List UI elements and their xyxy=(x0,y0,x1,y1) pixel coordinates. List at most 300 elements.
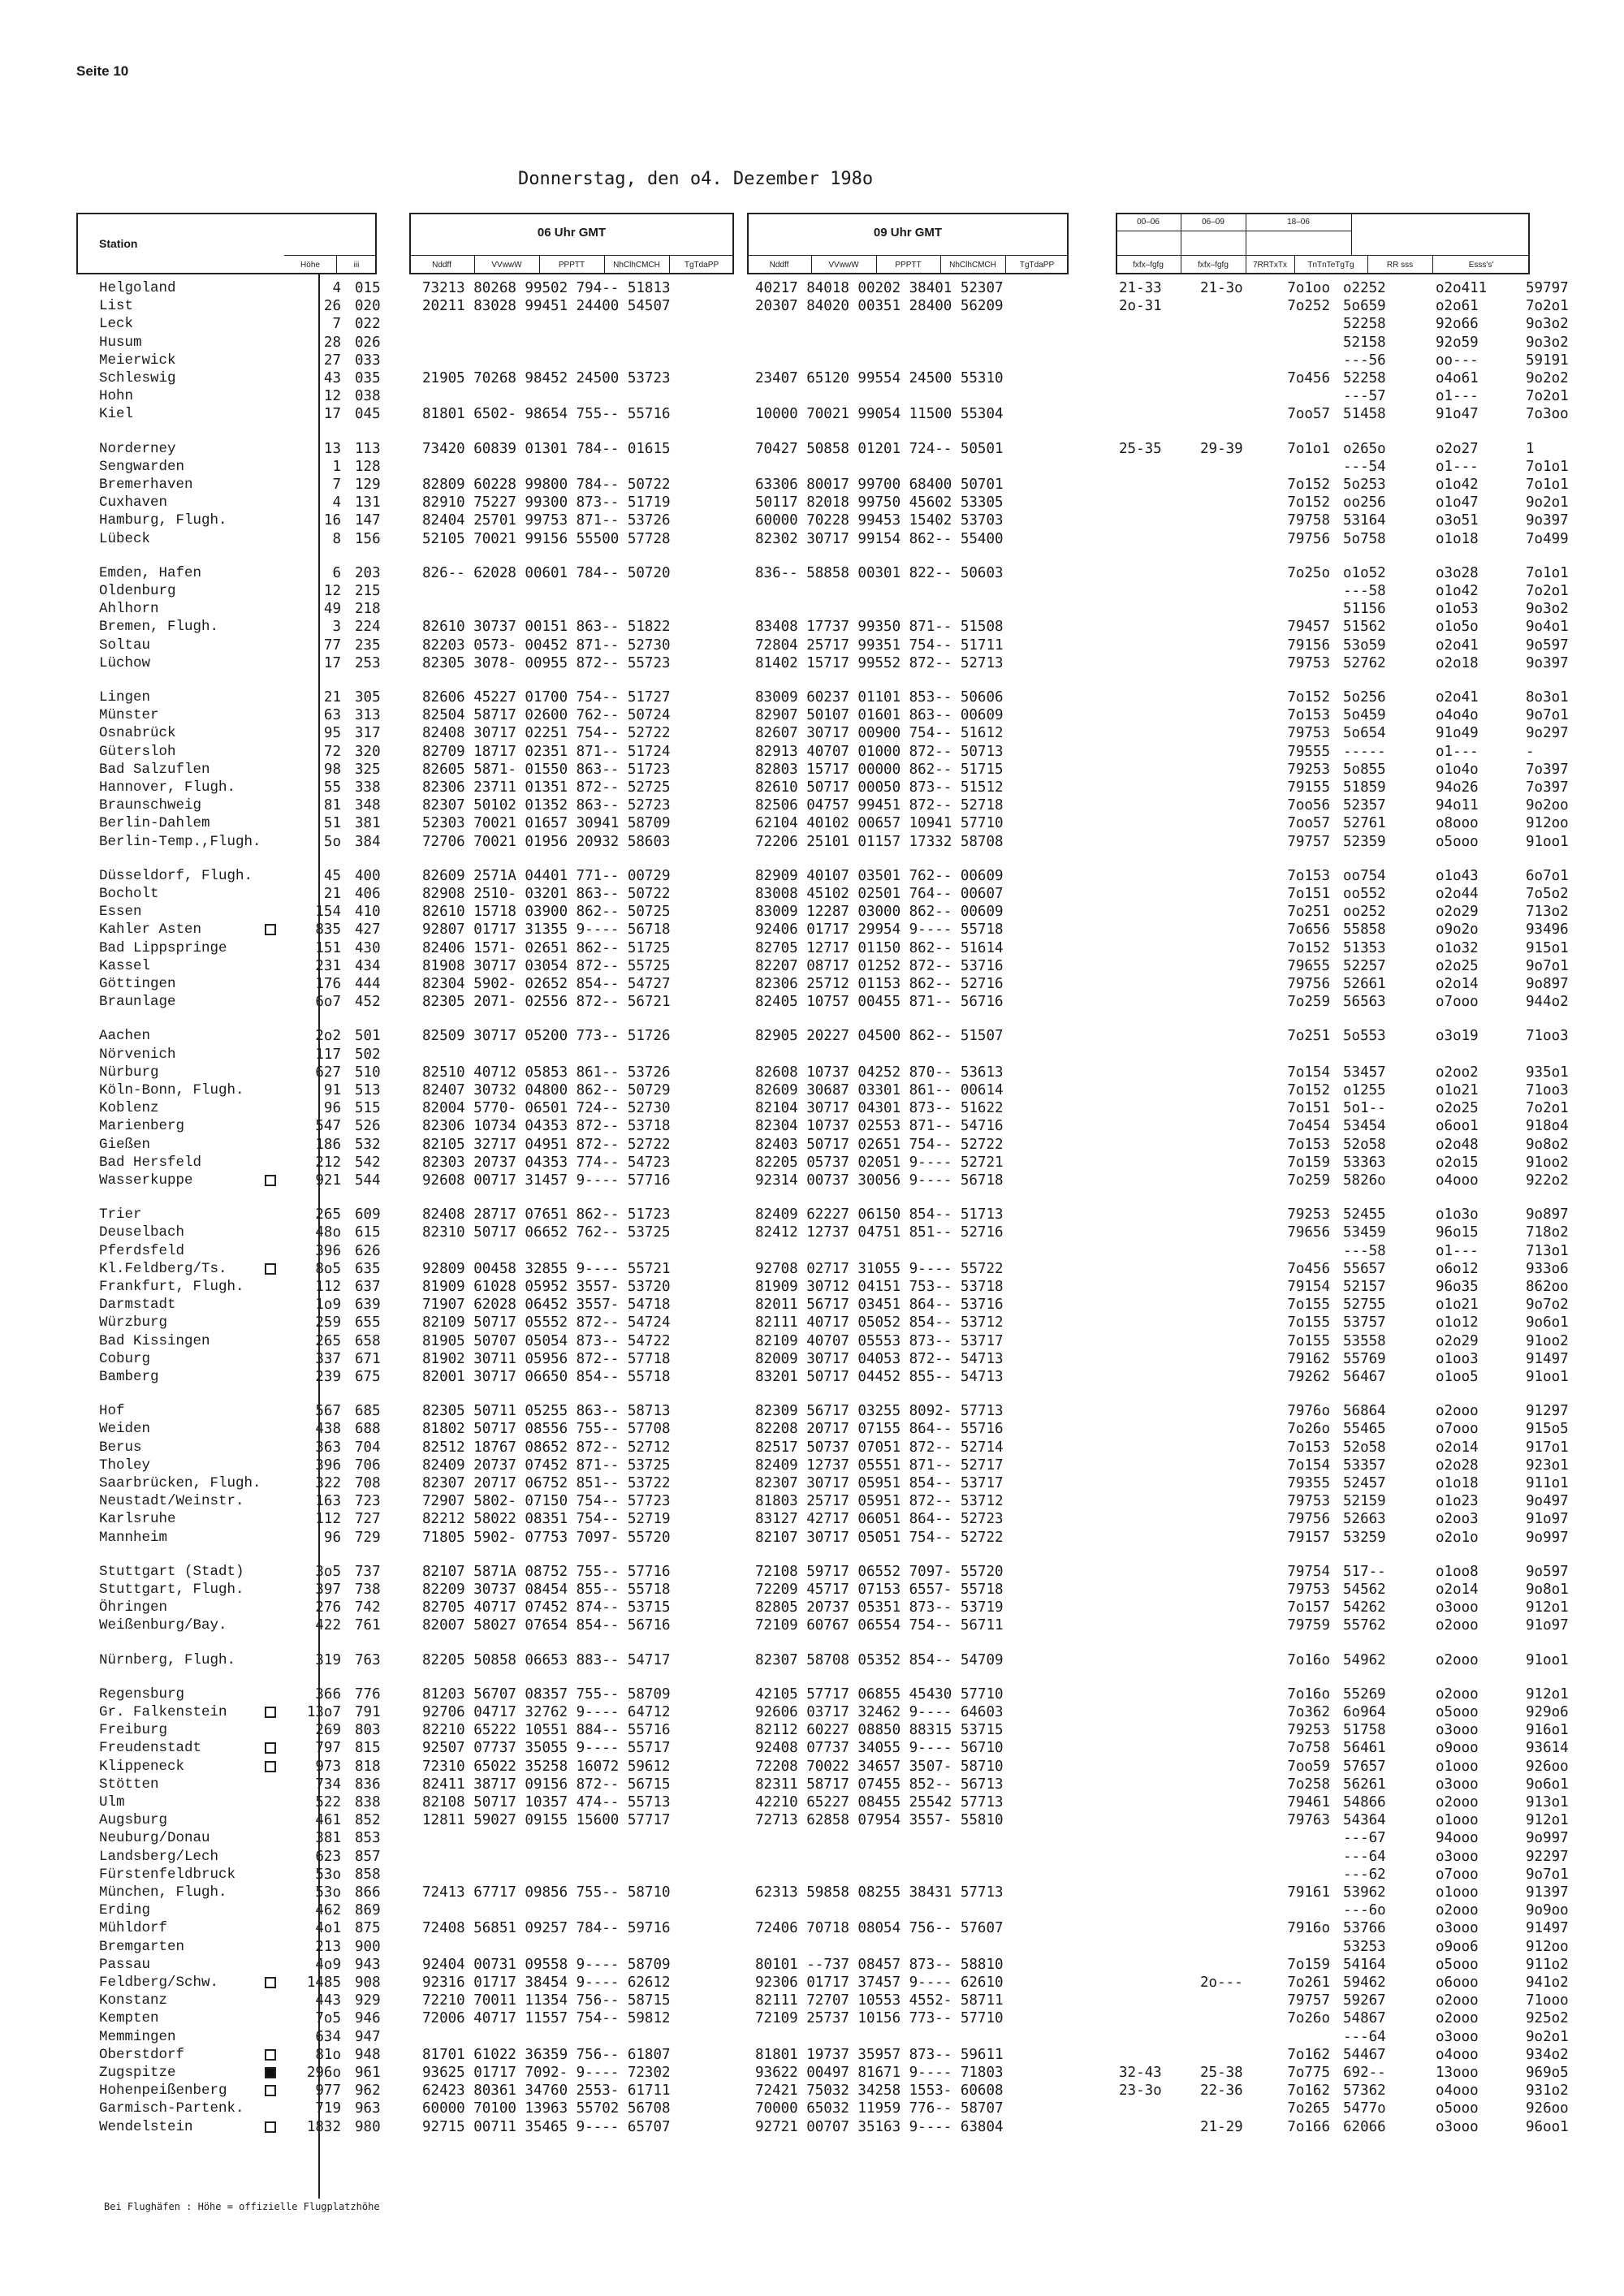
header-sub-5: RR sss xyxy=(1386,260,1414,270)
obs-09: 92314 00737 30056 9---- 56718 xyxy=(755,1172,1004,1189)
snow-group: o3o28 xyxy=(1436,564,1479,581)
gust-06-09: 21-29 xyxy=(1200,2118,1243,2135)
station-hoehe: 7 xyxy=(332,477,341,493)
obs-09: 72209 45717 07153 6557- 55718 xyxy=(755,1582,1004,1598)
snow-group: o8ooo xyxy=(1436,815,1479,832)
ground-group: 9o9oo xyxy=(1526,1902,1569,1919)
station-iii: 313 xyxy=(355,707,381,724)
temp-group: 7o166 xyxy=(1287,2118,1330,2135)
station-hoehe: 396 xyxy=(315,1457,341,1474)
precip-group: ---57 xyxy=(1343,388,1386,405)
temp-group: 79759 xyxy=(1287,1617,1330,1634)
snow-group: o1o42 xyxy=(1436,477,1479,493)
station-name: Marienberg xyxy=(99,1118,185,1135)
station-name: Regensburg xyxy=(99,1685,185,1703)
station-hoehe: 296o xyxy=(306,2065,341,2081)
obs-06: 82001 30717 06650 854-- 55718 xyxy=(422,1369,671,1385)
station-hoehe: 95 xyxy=(323,725,341,742)
ground-group: 923o1 xyxy=(1526,1457,1569,1474)
mountain-station-marker-icon xyxy=(265,2067,276,2078)
snow-group: o2oo3 xyxy=(1436,1511,1479,1528)
ground-group: 944o2 xyxy=(1526,994,1569,1011)
station-iii: 858 xyxy=(355,1866,381,1883)
obs-06: 92706 04717 32762 9---- 64712 xyxy=(422,1704,671,1720)
snow-group: o1ooo xyxy=(1436,1812,1479,1829)
ground-group: 9o597 xyxy=(1526,1563,1569,1580)
ground-group: 913o1 xyxy=(1526,1794,1569,1810)
obs-09: 82705 12717 01150 862-- 51614 xyxy=(755,939,1004,956)
snow-group: o9oo6 xyxy=(1436,1938,1479,1955)
snow-group: o2ooo xyxy=(1436,1403,1479,1420)
table-row xyxy=(76,1099,1569,1117)
table-row xyxy=(76,279,1569,297)
obs-09: 92721 00707 35163 9---- 63804 xyxy=(755,2118,1004,2135)
temp-group: 7oo57 xyxy=(1287,406,1330,423)
station-name: Berlin-Dahlem xyxy=(99,815,210,832)
ground-group: 969o5 xyxy=(1526,2065,1569,2081)
table-row xyxy=(76,1866,1569,1884)
station-name: Gütersloh xyxy=(99,743,176,760)
obs-06: 73420 60839 01301 784-- 01615 xyxy=(422,440,671,457)
table-row xyxy=(76,618,1569,636)
ground-group: 8o3o1 xyxy=(1526,689,1569,706)
snow-group: o4ooo xyxy=(1436,2082,1479,2100)
station-iii: 803 xyxy=(355,1722,381,1739)
gust-00-06: 32-43 xyxy=(1119,2065,1162,2081)
station-iii: 515 xyxy=(355,1100,381,1117)
obs-06: 82609 2571A 04401 771-- 00729 xyxy=(422,867,671,884)
obs-09: 83008 45102 02501 764-- 00607 xyxy=(755,886,1004,902)
station-hoehe: 43 xyxy=(323,370,341,386)
station-name: Koblenz xyxy=(99,1100,159,1117)
page-number: Seite 10 xyxy=(76,63,129,79)
temp-group: 7916o xyxy=(1287,1920,1330,1937)
snow-group: o1--- xyxy=(1436,743,1479,760)
precip-group: 52158 xyxy=(1343,334,1386,351)
ground-group: 9o4o1 xyxy=(1526,619,1569,636)
temp-group: 7o162 xyxy=(1287,2046,1330,2063)
station-iii: 708 xyxy=(355,1475,381,1491)
obs-06: 81905 50707 05054 873-- 54722 xyxy=(422,1332,671,1349)
obs-09: 62104 40102 00657 10941 57710 xyxy=(755,815,1004,832)
station-hoehe: 522 xyxy=(315,1794,341,1810)
ground-group: 931o2 xyxy=(1526,2082,1569,2100)
station-name: Bad Kissingen xyxy=(99,1332,210,1349)
station-name: Neuburg/Donau xyxy=(99,1830,210,1847)
station-name: Kl.Feldberg/Ts. xyxy=(99,1260,227,1277)
obs-09: 83201 50717 04452 855-- 54713 xyxy=(755,1369,1004,1385)
table-row xyxy=(76,1703,1569,1721)
table-row xyxy=(76,1848,1569,1866)
snow-group: o2o61 xyxy=(1436,298,1479,315)
precip-group: 53558 xyxy=(1343,1332,1386,1349)
precip-group: 53259 xyxy=(1343,1529,1386,1546)
temp-group: 7o162 xyxy=(1287,2082,1330,2100)
station-iii: 020 xyxy=(355,298,381,315)
station-name: Husum xyxy=(99,334,142,351)
station-iii: 836 xyxy=(355,1776,381,1793)
station-hoehe: 461 xyxy=(315,1812,341,1829)
ground-group: 93496 xyxy=(1526,921,1569,939)
station-hoehe: 3o5 xyxy=(315,1563,341,1580)
obs-09: 72406 70718 08054 756-- 57607 xyxy=(755,1920,1004,1937)
ground-group: 91397 xyxy=(1526,1884,1569,1901)
snow-group: o1o3o xyxy=(1436,1206,1479,1224)
ground-group: 71oo3 xyxy=(1526,1028,1569,1045)
temp-group: 79461 xyxy=(1287,1794,1330,1810)
obs-06: 72006 40717 11557 754-- 59812 xyxy=(422,2010,671,2027)
obs-09: 60000 70228 99453 15402 53703 xyxy=(755,512,1004,529)
obs-09: 82111 72707 10553 4552- 58711 xyxy=(755,1992,1004,2009)
precip-group: 52157 xyxy=(1343,1279,1386,1295)
station-name: Oberstdorf xyxy=(99,2046,185,2063)
temp-group: 7o153 xyxy=(1287,707,1330,724)
table-row xyxy=(76,1260,1569,1278)
precip-group: 53766 xyxy=(1343,1920,1386,1937)
precip-group: 57657 xyxy=(1343,1758,1386,1775)
snow-group: o2o48 xyxy=(1436,1136,1479,1153)
temp-group: 7o153 xyxy=(1287,1136,1330,1153)
ground-group: 912o1 xyxy=(1526,1812,1569,1829)
snow-group: o2ooo xyxy=(1436,1794,1479,1810)
ground-group: 916o1 xyxy=(1526,1722,1569,1739)
station-iii: 038 xyxy=(355,388,381,405)
obs-06: 82107 5871A 08752 755-- 57716 xyxy=(422,1563,671,1580)
ground-group: 9o7o2 xyxy=(1526,1297,1569,1314)
obs-09: 10000 70021 99054 11500 55304 xyxy=(755,406,1004,423)
station-hoehe: 53o xyxy=(315,1866,341,1883)
station-name: Freiburg xyxy=(99,1722,168,1739)
station-hoehe: 112 xyxy=(315,1279,341,1295)
station-iii: 113 xyxy=(355,440,381,457)
station-iii: 838 xyxy=(355,1794,381,1810)
precip-group: 59267 xyxy=(1343,1992,1386,2009)
table-row xyxy=(76,939,1569,957)
precip-group: 51758 xyxy=(1343,1722,1386,1739)
table-row xyxy=(76,1599,1569,1616)
obs-06: 82305 2071- 02556 872-- 56721 xyxy=(422,994,671,1011)
temp-group: 7o454 xyxy=(1287,1118,1330,1135)
snow-group: o5ooo xyxy=(1436,1956,1479,1973)
snow-group: o1o43 xyxy=(1436,867,1479,884)
table-row xyxy=(76,1117,1569,1135)
station-name: München, Flugh. xyxy=(99,1884,227,1901)
table-row xyxy=(76,1046,1554,1064)
temp-group: 7o1oo xyxy=(1287,280,1330,296)
station-iii: 869 xyxy=(355,1902,381,1919)
station-name: Feldberg/Schw. xyxy=(99,1974,219,1991)
ground-group: 91497 xyxy=(1526,1920,1569,1937)
ground-group: 912o1 xyxy=(1526,1685,1569,1703)
ground-group: 9o497 xyxy=(1526,1493,1569,1510)
precip-group: 54164 xyxy=(1343,1956,1386,1973)
ground-group: 91497 xyxy=(1526,1350,1569,1367)
precip-group: ---64 xyxy=(1343,1848,1386,1865)
obs-06: 82203 0573- 00452 871-- 52730 xyxy=(422,637,671,654)
obs-09: 92406 01717 29954 9---- 55718 xyxy=(755,921,1004,939)
obs-06: 81203 56707 08357 755-- 58709 xyxy=(422,1685,671,1703)
snow-group: o2o29 xyxy=(1436,1332,1479,1349)
snow-group: o3ooo xyxy=(1436,1722,1479,1739)
precip-group: 53253 xyxy=(1343,1938,1386,1955)
table-row xyxy=(76,1758,1569,1776)
station-iii: 609 xyxy=(355,1206,381,1224)
station-iii: 946 xyxy=(355,2010,381,2027)
obs-06: 52303 70021 01657 30941 58709 xyxy=(422,815,671,832)
table-row xyxy=(76,494,1569,511)
snow-group: o2o411 xyxy=(1436,280,1488,296)
precip-group: 5o253 xyxy=(1343,477,1386,493)
station-name: Kempten xyxy=(99,2010,159,2027)
obs-06: 21905 70268 98452 24500 53723 xyxy=(422,370,671,386)
ground-group: 7o2o1 xyxy=(1526,583,1569,599)
station-iii: 639 xyxy=(355,1297,381,1314)
temp-group: 7o251 xyxy=(1287,1028,1330,1045)
station-hoehe: 5o xyxy=(323,833,341,850)
station-iii: 706 xyxy=(355,1457,381,1474)
station-iii: 015 xyxy=(355,280,381,296)
obs-09: 82307 58708 05352 854-- 54709 xyxy=(755,1651,1004,1668)
ground-group: 7o1o1 xyxy=(1526,458,1569,475)
obs-06: 93625 01717 7092- 9---- 72302 xyxy=(422,2065,671,2081)
obs-09: 82608 10737 04252 870-- 53613 xyxy=(755,1064,1004,1081)
obs-09: 82304 10737 02553 871-- 54716 xyxy=(755,1118,1004,1135)
temp-group: 79758 xyxy=(1287,512,1330,529)
gust-00-06: 2o-31 xyxy=(1119,298,1162,315)
obs-06: 81801 6502- 98654 755-- 55716 xyxy=(422,406,671,423)
station-iii: 035 xyxy=(355,370,381,386)
obs-06: 82709 18717 02351 871-- 51724 xyxy=(422,743,671,760)
station-iii: 776 xyxy=(355,1685,381,1703)
ground-group: 929o6 xyxy=(1526,1704,1569,1720)
obs-06: 82108 50717 10357 474-- 55713 xyxy=(422,1794,671,1810)
obs-06: 82004 5770- 06501 724-- 52730 xyxy=(422,1100,671,1117)
snow-group: o1ooo xyxy=(1436,1884,1479,1901)
table-row xyxy=(76,779,1569,796)
precip-group: 52159 xyxy=(1343,1493,1386,1510)
ground-group: 9o3o2 xyxy=(1526,316,1569,333)
obs-06: 82212 58022 08351 754-- 52719 xyxy=(422,1511,671,1528)
station-name: Stuttgart (Stadt) xyxy=(99,1563,244,1580)
obs-06: 72210 70011 11354 756-- 58715 xyxy=(422,1992,671,2009)
obs-06: 92807 01717 31355 9---- 56718 xyxy=(422,921,671,939)
table-row xyxy=(76,796,1569,814)
station-name: Nürburg xyxy=(99,1064,159,1081)
station-iii: 384 xyxy=(355,833,381,850)
precip-group: 5o256 xyxy=(1343,689,1386,706)
snow-group: o2o28 xyxy=(1436,1457,1479,1474)
station-hoehe: 53o xyxy=(315,1884,341,1901)
header-period-2: 06–09 xyxy=(1202,217,1224,227)
temp-group: 7o16o xyxy=(1287,1651,1330,1668)
temp-group: 79757 xyxy=(1287,1992,1330,2009)
obs-09: 82905 20227 04500 862-- 51507 xyxy=(755,1028,1004,1045)
station-hoehe: 322 xyxy=(315,1475,341,1491)
station-iii: 147 xyxy=(355,512,381,529)
obs-06: 62423 80361 34760 2553- 61711 xyxy=(422,2082,671,2100)
ground-group: 912oo xyxy=(1526,1938,1569,1955)
header-period-3: 18–06 xyxy=(1287,217,1310,227)
station-name: Freudenstadt xyxy=(99,1740,202,1757)
station-name: Nörvenich xyxy=(99,1046,176,1063)
obs-09: 82913 40707 01000 872-- 50713 xyxy=(755,743,1004,760)
station-hoehe: 443 xyxy=(315,1992,341,2009)
precip-group: 692-- xyxy=(1343,2065,1386,2081)
temp-group: 79555 xyxy=(1287,743,1330,760)
snow-group: o2oo2 xyxy=(1436,1064,1479,1081)
snow-group: o2ooo xyxy=(1436,1617,1479,1634)
obs-09: 80101 --737 08457 873-- 58810 xyxy=(755,1956,1004,1973)
header-sub-1: fxfx–fgfg xyxy=(1133,260,1164,270)
precip-group: 54562 xyxy=(1343,1582,1386,1598)
temp-group: 7o159 xyxy=(1287,1956,1330,1973)
table-row xyxy=(76,706,1569,724)
precip-group: 52258 xyxy=(1343,316,1386,333)
obs-09: 836-- 58858 00301 822-- 50603 xyxy=(755,564,1004,581)
snow-group: o1o21 xyxy=(1436,1297,1479,1314)
snow-group: o1oo8 xyxy=(1436,1563,1479,1580)
temp-group: 7o157 xyxy=(1287,1599,1330,1616)
station-iii: 544 xyxy=(355,1172,381,1189)
station-iii: 502 xyxy=(355,1046,381,1063)
precip-group: ---54 xyxy=(1343,458,1386,475)
station-iii: 320 xyxy=(355,743,381,760)
obs-09: 72108 59717 06552 7097- 55720 xyxy=(755,1563,1004,1580)
ground-group: 912oo xyxy=(1526,815,1569,832)
station-iii: 963 xyxy=(355,2100,381,2117)
table-row xyxy=(76,903,1569,921)
station-hoehe: 337 xyxy=(315,1350,341,1367)
snow-group: o3o19 xyxy=(1436,1028,1479,1045)
ground-group: 713o2 xyxy=(1526,904,1569,921)
ground-group: 91o97 xyxy=(1526,1617,1569,1634)
station-name: Hof xyxy=(99,1403,125,1420)
obs-09: 83009 12287 03000 862-- 00609 xyxy=(755,904,1004,921)
temp-group: 7o456 xyxy=(1287,370,1330,386)
mountain-station-marker-icon xyxy=(265,1707,276,1718)
temp-group: 7o25o xyxy=(1287,564,1330,581)
obs-06: 92404 00731 09558 9---- 58709 xyxy=(422,1956,671,1973)
station-iii: 947 xyxy=(355,2028,381,2045)
station-iii: 791 xyxy=(355,1704,381,1720)
precip-group: o2252 xyxy=(1343,280,1386,296)
snow-group: o1oo3 xyxy=(1436,1350,1479,1367)
station-iii: 129 xyxy=(355,477,381,493)
station-name: Stötten xyxy=(99,1776,159,1793)
header-06-col-5: TgTdaPP xyxy=(684,260,719,270)
table-row xyxy=(76,1811,1569,1829)
ground-group: 9o397 xyxy=(1526,654,1569,671)
mountain-station-marker-icon xyxy=(265,2085,276,2096)
gust-06-09: 2o--- xyxy=(1200,1974,1243,1991)
ground-group: 59797 xyxy=(1526,280,1569,296)
station-name: Deuselbach xyxy=(99,1224,185,1241)
station-name: Göttingen xyxy=(99,976,176,992)
precip-group: 53459 xyxy=(1343,1224,1386,1241)
snow-group: 94ooo xyxy=(1436,1830,1479,1847)
snow-group: o4o61 xyxy=(1436,370,1479,386)
station-hoehe: 438 xyxy=(315,1421,341,1438)
footnote: Bei Flughäfen : Höhe = offizielle Flugplatzhöhe xyxy=(104,2201,380,2212)
table-row xyxy=(76,1616,1569,1634)
ground-group: 9o2oo xyxy=(1526,797,1569,814)
obs-06: 72408 56851 09257 784-- 59716 xyxy=(422,1920,671,1937)
snow-group: o1--- xyxy=(1436,1242,1479,1259)
station-iii: 866 xyxy=(355,1884,381,1901)
obs-09: 82607 30717 00900 754-- 51612 xyxy=(755,725,1004,742)
table-row xyxy=(76,1474,1569,1492)
mountain-station-marker-icon xyxy=(265,1263,276,1275)
precip-group: 5o1-- xyxy=(1343,1100,1386,1117)
precip-group: 53454 xyxy=(1343,1118,1386,1135)
station-name: Mühldorf xyxy=(99,1920,168,1937)
station-name: Braunlage xyxy=(99,994,176,1011)
obs-09: 82009 30717 04053 872-- 54713 xyxy=(755,1350,1004,1367)
obs-06: 92715 00711 35465 9---- 65707 xyxy=(422,2118,671,2135)
station-iii: 948 xyxy=(355,2046,381,2063)
mountain-station-marker-icon xyxy=(265,2049,276,2061)
obs-06: 82306 10734 04353 872-- 53718 xyxy=(422,1118,671,1135)
snow-group: o1o12 xyxy=(1436,1314,1479,1331)
temp-group: 79757 xyxy=(1287,833,1330,850)
snow-group: o2o25 xyxy=(1436,1100,1479,1117)
station-name: Coburg xyxy=(99,1350,151,1367)
station-iii: 348 xyxy=(355,797,381,814)
obs-09: 42210 65227 08455 25542 57713 xyxy=(755,1794,1004,1810)
station-hoehe: 1o9 xyxy=(315,1297,341,1314)
ground-group: 91297 xyxy=(1526,1403,1569,1420)
obs-06: 82610 15718 03900 862-- 50725 xyxy=(422,904,671,921)
station-hoehe: 154 xyxy=(315,904,341,921)
snow-group: o1o18 xyxy=(1436,1475,1479,1491)
station-iii: 763 xyxy=(355,1651,381,1668)
station-hoehe: 212 xyxy=(315,1154,341,1171)
precip-group: oo252 xyxy=(1343,904,1386,921)
obs-09: 82405 10757 00455 871-- 56716 xyxy=(755,994,1004,1011)
ground-group: 71ooo xyxy=(1526,1992,1569,2009)
header-09-col-1: Nddff xyxy=(769,260,789,270)
precip-group: oo256 xyxy=(1343,494,1386,511)
station-hoehe: 6o7 xyxy=(315,994,341,1011)
station-hoehe: 55 xyxy=(323,779,341,796)
station-iii: 727 xyxy=(355,1511,381,1528)
station-hoehe: 7o5 xyxy=(315,2010,341,2027)
precip-group: 52755 xyxy=(1343,1297,1386,1314)
ground-group: 9o3o2 xyxy=(1526,601,1569,618)
station-iii: 852 xyxy=(355,1812,381,1829)
station-iii: 026 xyxy=(355,334,381,351)
snow-group: o5ooo xyxy=(1436,2100,1479,2117)
ground-group: 7o397 xyxy=(1526,779,1569,796)
table-row xyxy=(76,297,1569,315)
station-name: Bremen, Flugh. xyxy=(99,619,219,636)
table-row xyxy=(76,1402,1569,1420)
station-name: Kassel xyxy=(99,957,151,974)
obs-06: 72413 67717 09856 755-- 58710 xyxy=(422,1884,671,1901)
table-row xyxy=(76,1081,1569,1099)
header-06-col-4: NhClhCMCH xyxy=(613,260,660,270)
snow-group: o2o18 xyxy=(1436,654,1479,671)
temp-group: 7o155 xyxy=(1287,1297,1330,1314)
station-iii: 218 xyxy=(355,601,381,618)
obs-06: 82411 38717 09156 872-- 56715 xyxy=(422,1776,671,1793)
station-name: Klippeneck xyxy=(99,1758,185,1775)
gust-06-09: 22-36 xyxy=(1200,2082,1243,2100)
header-iii: iii xyxy=(353,260,360,270)
station-hoehe: 1485 xyxy=(306,1974,341,1991)
ground-group: 7o3oo xyxy=(1526,406,1569,423)
obs-09: 81801 19737 35957 873-- 59611 xyxy=(755,2046,1004,2063)
